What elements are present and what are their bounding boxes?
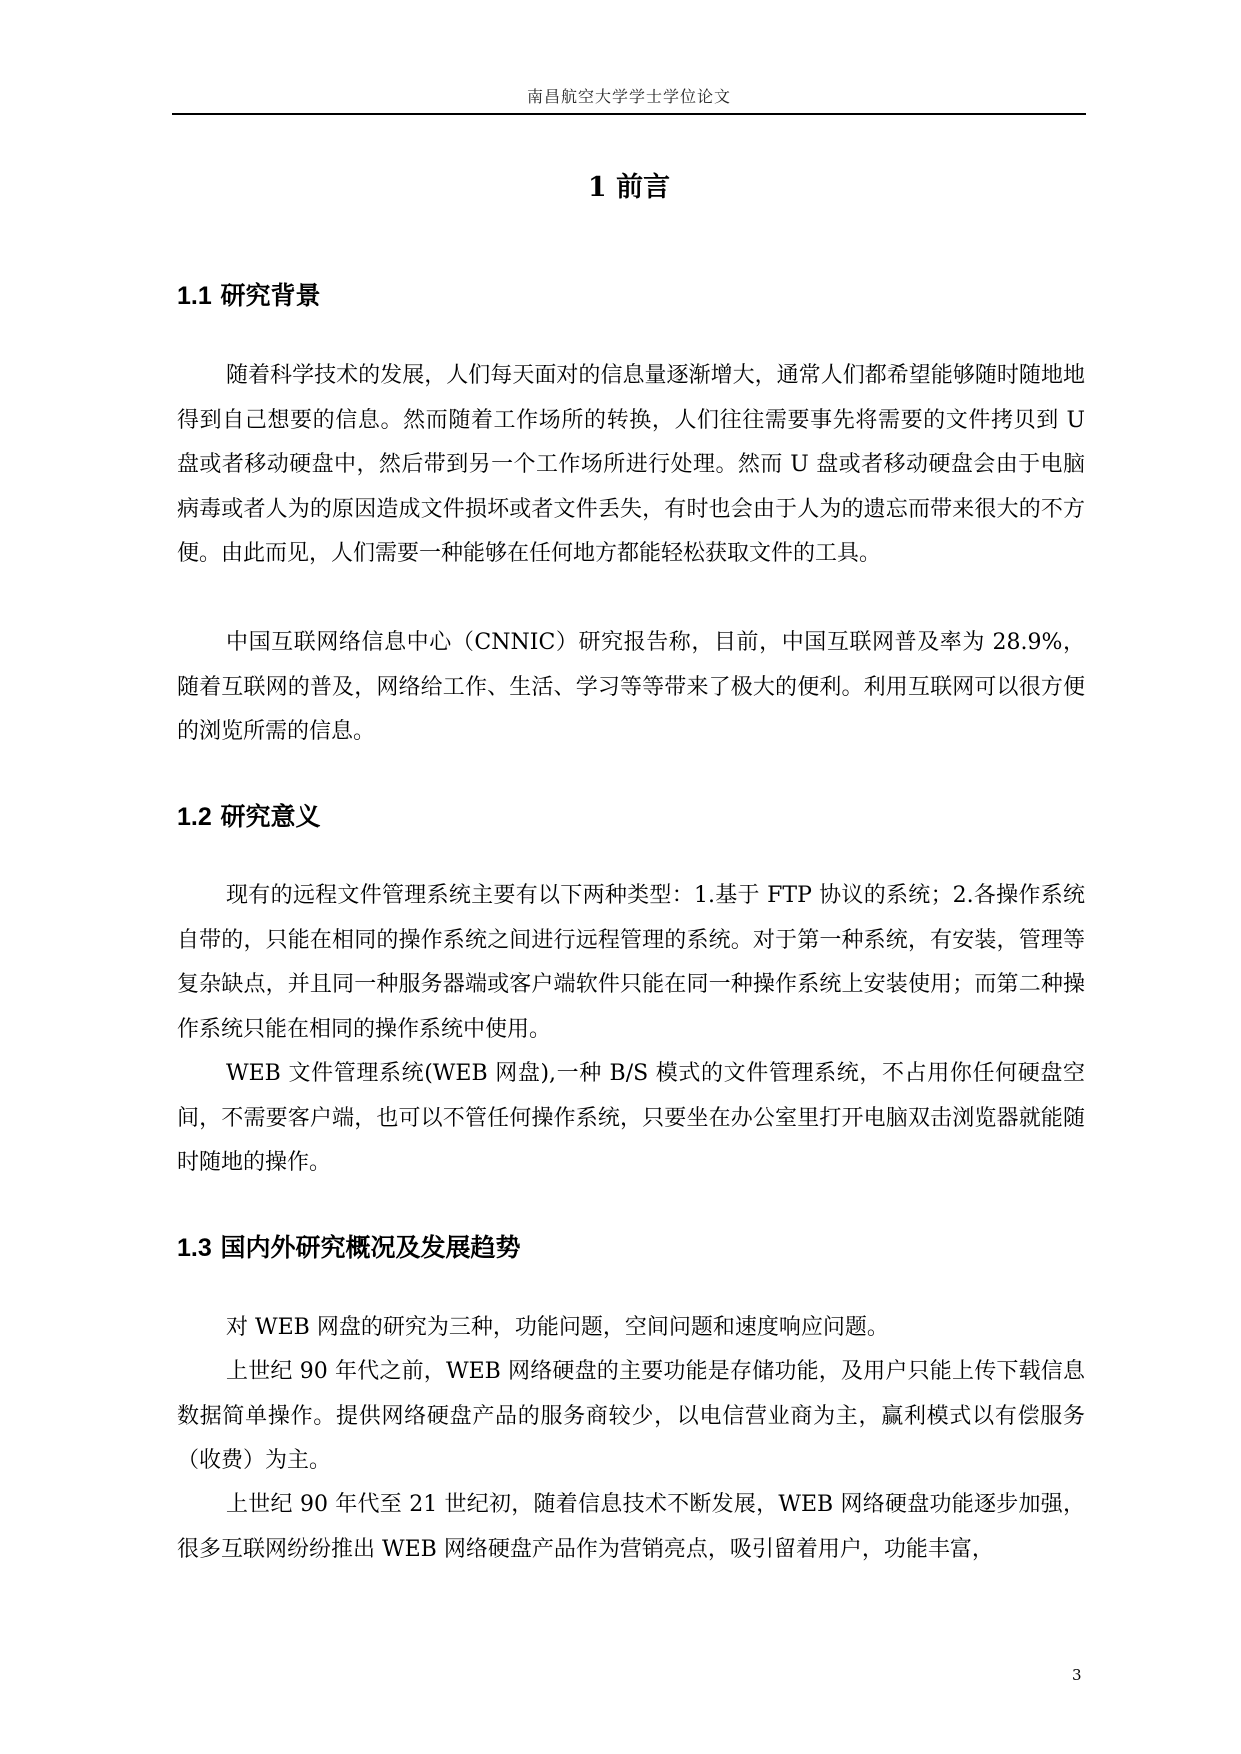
section-number: 1.3 — [177, 1234, 212, 1262]
section-title: 研究意义 — [220, 802, 321, 831]
header-rule — [172, 113, 1086, 115]
section-number: 1.2 — [177, 803, 212, 831]
section-title: 国内外研究概况及发展趋势 — [220, 1233, 521, 1262]
paragraph: 随着科学技术的发展，人们每天面对的信息量逐渐增大，通常人们都希望能够随时随地地得到自己想要的信息。然而随着工作场所的转换，人们往往需要事先将需要的文件拷贝到 U 盘或者移动硬盘中，然后带到另一个工作场所进行处理。然而 U 盘或者移动硬盘会由于电脑病毒或者人为的原因造成文件损坏或者文件丢失，有时也会由于人为的遗忘而带来很大的不方便。由此而见，人们需要一种能够在任何地方都能轻松获取文件的工具。 — [177, 363, 1085, 566]
section-heading-1-2 — [177, 797, 321, 837]
paragraph: 上世纪 90 年代之前，WEB 网络硬盘的主要功能是存储功能，及用户只能上传下载信息数据简单操作。提供网络硬盘产品的服务商较少，以电信营业商为主，赢利模式以有偿服务（收费）为主。 — [177, 1359, 1085, 1473]
paragraph: 中国互联网络信息中心（CNNIC）研究报告称，目前，中国互联网普及率为 28.9%，随着互联网的普及，网络给工作、生活、学习等等带来了极大的便利。利用互联网可以很方便的浏览所需的信息。 — [177, 630, 1085, 744]
section-number: 1.1 — [177, 282, 212, 310]
chapter-title: 1 前言 — [587, 172, 671, 203]
page-number: 3 — [1072, 1666, 1082, 1684]
section-title: 研究背景 — [220, 281, 321, 310]
paragraph: WEB 文件管理系统(WEB 网盘),一种 B/S 模式的文件管理系统，不占用你任何硬盘空间，不需要客户端，也可以不管任何操作系统，只要坐在办公室里打开电脑双击浏览器就能随时随地的操作。 — [177, 1061, 1085, 1175]
paragraph: 现有的远程文件管理系统主要有以下两种类型：1.基于 FTP 协议的系统；2.各操作系统自带的，只能在相同的操作系统之间进行远程管理的系统。对于第一种系统，有安装，管理等复杂缺点，并且同一种服务器端或客户端软件只能在同一种操作系统上安装使用；而第二种操作系统只能在相同的操作系统中使用。 — [177, 883, 1085, 1042]
paragraph: 上世纪 90 年代至 21 世纪初，随着信息技术不断发展，WEB 网络硬盘功能逐步加强，很多互联网纷纷推出 WEB 网络硬盘产品作为营销亮点，吸引留着用户，功能丰富， — [177, 1492, 1085, 1562]
section-heading-1-3 — [177, 1228, 521, 1268]
section-heading-1-1 — [177, 276, 321, 316]
running-header: 南昌航空大学学士学位论文 — [526, 87, 731, 106]
paragraph: 对 WEB 网盘的研究为三种，功能问题，空间问题和速度响应问题。 — [226, 1315, 889, 1340]
